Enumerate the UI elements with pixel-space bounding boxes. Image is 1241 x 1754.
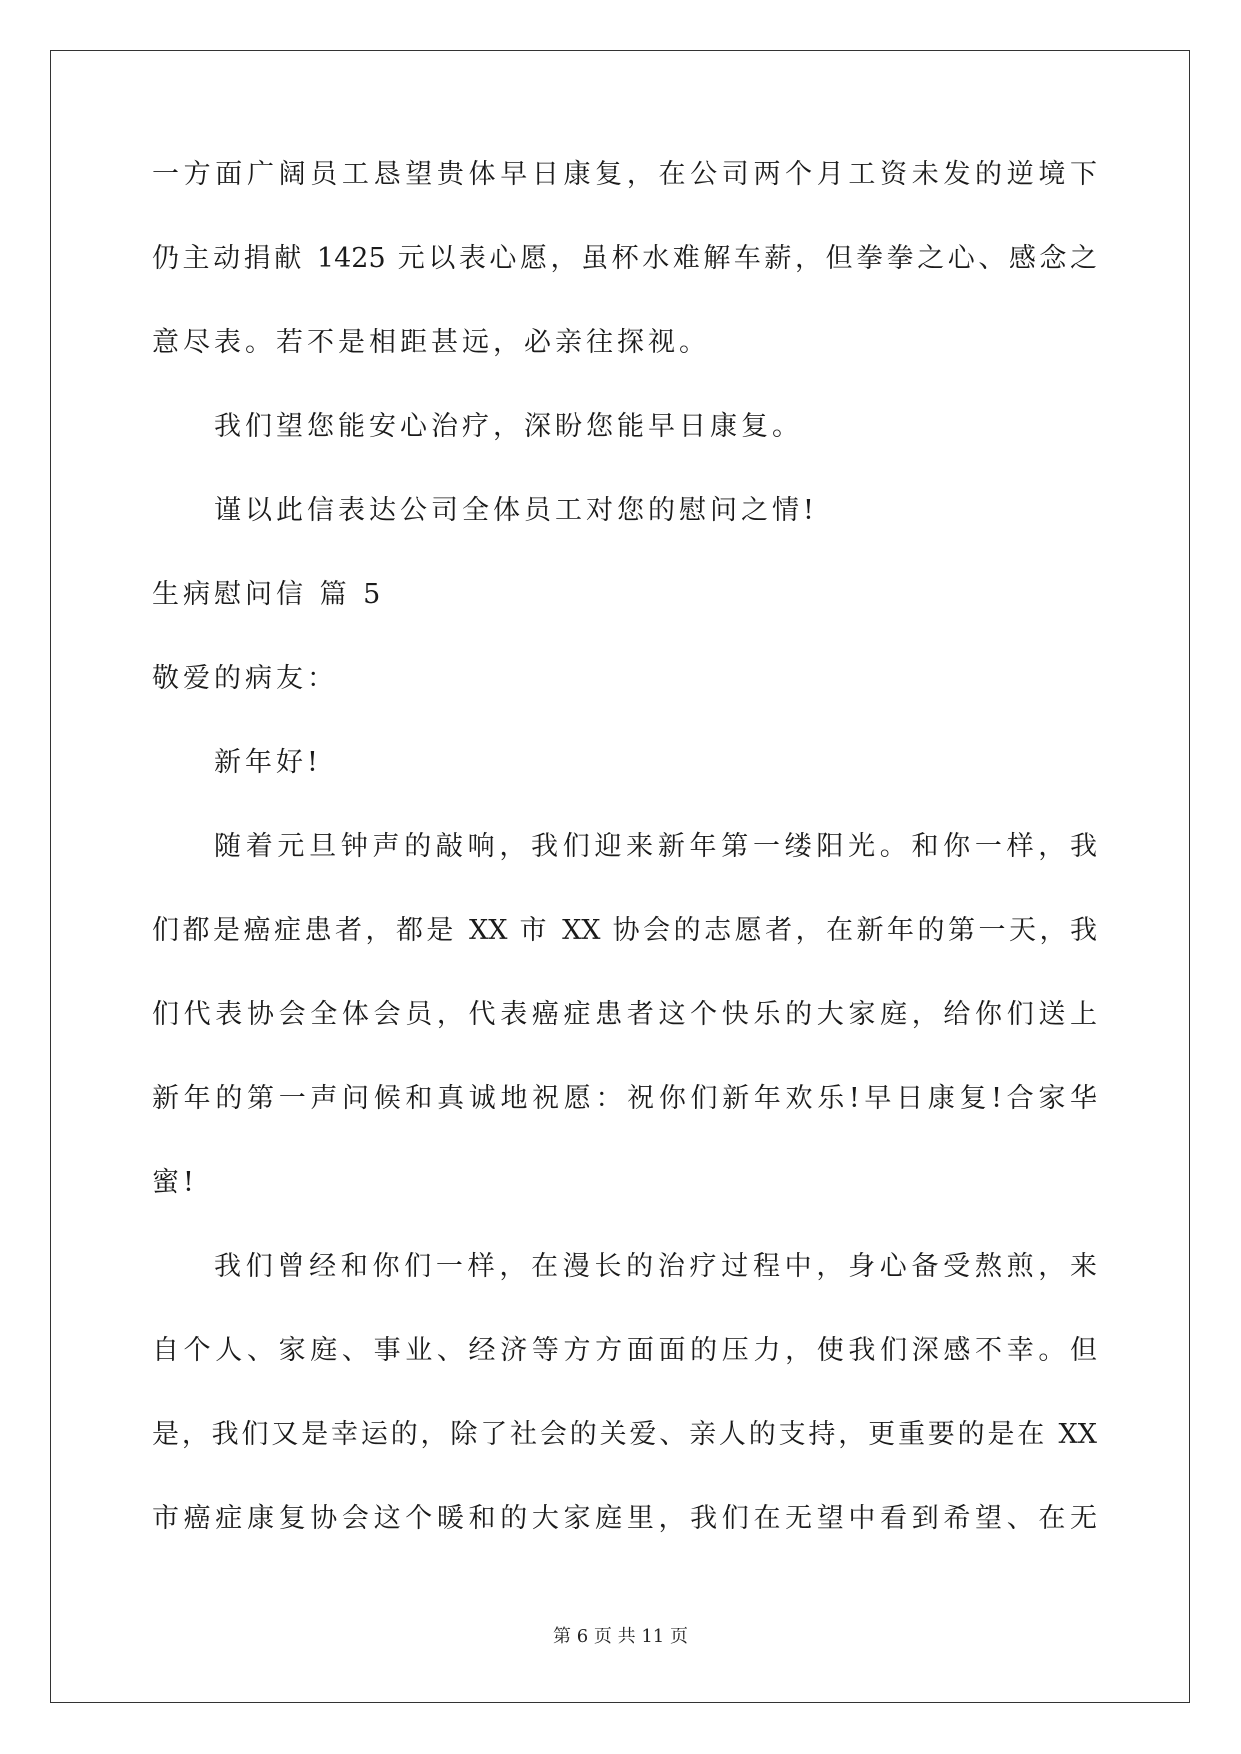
paragraph-line: 随着元旦钟声的敲响，我们迎来新年第一缕阳光。和你一样，我 bbox=[214, 831, 1097, 862]
paragraph-line: 我们曾经和你们一样，在漫长的治疗过程中，身心备受熬煎，来 bbox=[214, 1251, 1097, 1282]
text-line: 新年的第一声问候和真诚地祝愿：祝你们新年欢乐!早日康复!合家华 bbox=[152, 1083, 1097, 1114]
text-line: 市癌症康复协会这个暖和的大家庭里，我们在无望中看到希望、在无 bbox=[152, 1503, 1097, 1534]
salutation: 敬爱的病友： bbox=[152, 663, 338, 694]
text-line: 是，我们又是幸运的，除了社会的关爱、亲人的支持，更重要的是在 XX bbox=[152, 1419, 1097, 1450]
page-number-footer: 第 6 页 共 11 页 bbox=[553, 1626, 688, 1647]
section-heading: 生病慰问信 篇 5 bbox=[152, 579, 385, 610]
paragraph-line: 我们望您能安心治疗，深盼您能早日康复。 bbox=[214, 411, 803, 442]
greeting: 新年好! bbox=[214, 747, 322, 778]
paragraph-line: 谨以此信表达公司全体员工对您的慰问之情! bbox=[214, 495, 818, 526]
text-line: 们代表协会全体会员，代表癌症患者这个快乐的大家庭，给你们送上 bbox=[152, 999, 1097, 1030]
text-line: 们都是癌症患者，都是 XX 市 XX 协会的志愿者，在新年的第一天，我 bbox=[152, 915, 1097, 946]
document-body bbox=[152, 160, 1097, 1588]
text-line: 蜜! bbox=[152, 1167, 198, 1198]
text-line: 仍主动捐献 1425 元以表心愿，虽杯水难解车薪，但拳拳之心、感念之 bbox=[152, 243, 1097, 274]
text-line: 一方面广阔员工恳望贵体早日康复，在公司两个月工资未发的逆境下 bbox=[152, 159, 1097, 190]
text-line: 自个人、家庭、事业、经济等方方面面的压力，使我们深感不幸。但 bbox=[152, 1335, 1097, 1366]
text-line: 意尽表。若不是相距甚远，必亲往探视。 bbox=[152, 327, 710, 358]
